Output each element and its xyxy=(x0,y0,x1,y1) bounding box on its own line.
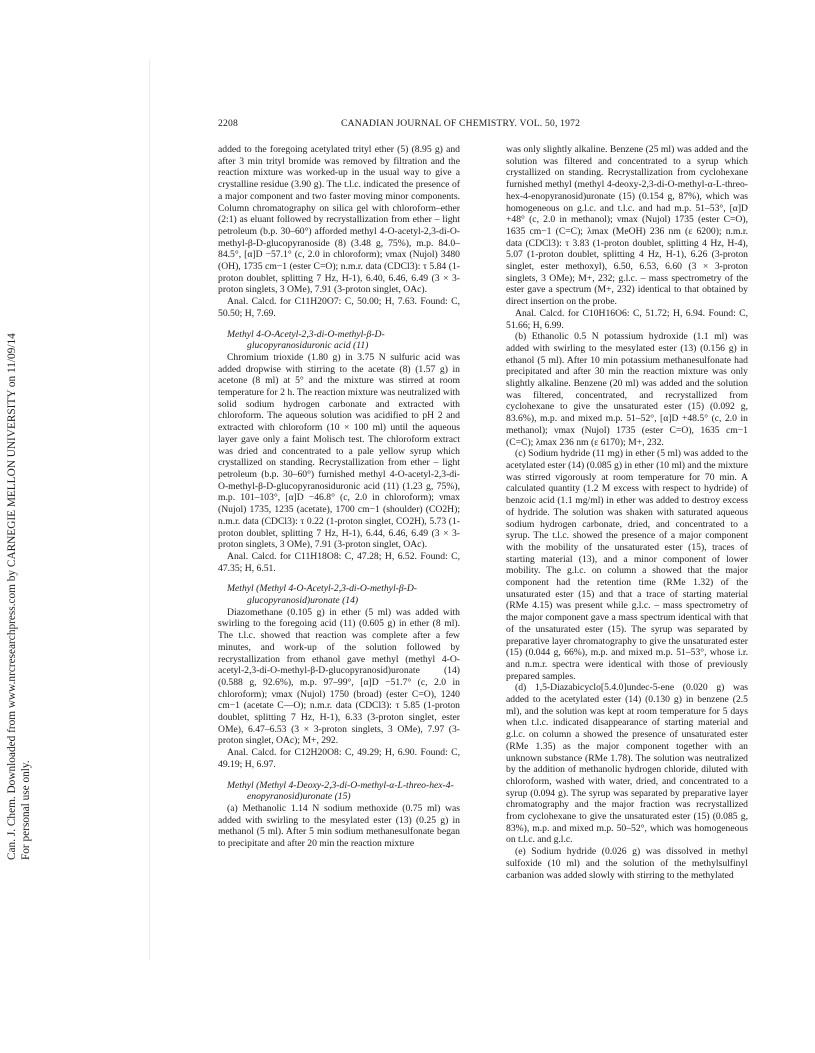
section-heading: Methyl (Methyl 4-Deoxy-2,3-di-O-methyl-α-L-threo-hex-4- enopyranosid)uronate (15) xyxy=(227,779,454,803)
analysis-paragraph: Anal. Calcd. for C11H20O7: C, 50.00; H, 7.63. Found: C, 50.50; H, 7.69. xyxy=(218,296,460,319)
analysis-paragraph: Anal. Calcd. for C11H18O8: C, 47.28; H, 6.52. Found: C, 47.35; H, 6.51. xyxy=(218,550,460,574)
personal-use-notice: For personal use only. xyxy=(20,760,32,860)
right-column xyxy=(506,144,748,881)
download-notice: Can. J. Chem. Downloaded from www.nrcresearchpress.com by CARNEGIE MELLON UNIVERSITY on 11/09/14 xyxy=(6,333,18,860)
section-heading: Methyl 4-O-Acetyl-2,3-di-O-methyl-β-D- glucopyranosiduronic acid (11) xyxy=(227,328,385,352)
analysis-paragraph: Anal. Calcd. for C10H16O6: C, 51.72; H, 6.94. Found: C, 51.66; H, 6.99. xyxy=(506,307,748,331)
paragraph: (e) Sodium hydride (0.026 g) was dissolved in methyl sulfoxide (10 ml) and the solution of the methylsulfinyl carbanion was added slowly with stirring to the methylated xyxy=(506,846,748,881)
paragraph: added to the foregoing acetylated trityl ether (5) (8.95 g) and after 3 min trityl bromide was removed by filtration and the reaction mixture was worked-up in the usual way to give a crystalline residue (3.90 g). The t.l.c. indicated the presence of a major component and two faster moving minor components. Column chromatography on silica gel with chloroform–ether (2:1) as eluant followed by recrystallization from ether – light petroleum (b.p. 30–60°) afforded methyl 4-O-acetyl-2,3-di-O-methyl-β-D-glucopyranoside (8) (3.48 g, 75%), m.p. 84.0–84.5°, [α]D −57.1° (c, 2.0 in chloroform); νmax (Nujol) 3480 (OH), 1735 cm−1 (ester C=O); n.m.r. data (CDCl3): τ 5.84 (1-proton doublet, splitting 7 Hz, H-1), 6.40, 6.46, 6.49 (3 × 3-proton singlets, 3 OMe), 7.91 (3-proton singlet, OAc). xyxy=(218,144,460,296)
journal-title: CANADIAN JOURNAL OF CHEMISTRY. VOL. 50, 1972 xyxy=(341,118,581,129)
paragraph: (c) Sodium hydride (11 mg) in ether (5 ml) was added to the acetylated ester (14) (0.085 g) in ether (10 ml) and the mixture was stirred vigorously at room temperature for 70 min. A calculated quantity (1.2 M excess with respect to hydride) of benzoic acid (1.1 mg/ml) in ether was added to destroy excess of hydride. The solution was shaken with saturated aqueous sodium hydrogen carbonate, dried, and concentrated to a syrup. The t.l.c. showed the presence of a major component with the mobility of the unsaturated ester (15), traces of starting material (13), and a minor component of lower mobility. The g.l.c. on column a showed that the major component had the retention time (RMe 1.32) of the unsaturated ester (15) and that a trace of starting material (RMe 4.15) was present while g.l.c. – mass spectrometry of the major component gave a mass spectrum identical with that of the unsaturated ester (15). The syrup was separated by preparative layer chromatography to give the unsaturated ester (15) (0.044 g, 66%), m.p. and mixed m.p. 51–53°, whose i.r. and n.m.r. spectra were identical with those of previously prepared samples. xyxy=(506,448,748,682)
download-watermark xyxy=(2,220,48,860)
paragraph: Chromium trioxide (1.80 g) in 3.75 N sulfuric acid was added dropwise with stirring to the acetate (8) (1.57 g) in acetone (8 ml) at 5° and the mixture was stirred at room temperature for 2 h. The reaction mixture was neutralized with solid sodium hydrogen carbonate and extracted with chloroform. The aqueous solution was acidified to pH 2 and extracted with chloroform (10 × 100 ml) until the aqueous layer gave only a faint Molisch test. The chloroform extract was dried and concentrated to a pale yellow syrup which crystallized on standing. Recrystallization from ether – light petroleum (b.p. 30–60°) furnished methyl 4-O-acetyl-2,3-di-O-methyl-β-D-glucopyranosiduronic acid (11) (1.23 g, 75%), m.p. 101–103°, [α]D −46.8° (c, 2.0 in chloroform); νmax (Nujol) 1735, 1235 (acetate), 1700 cm−1 (shoulder) (CO2H); n.m.r. data (CDCl3): τ 0.22 (1-proton singlet, CO2H), 5.73 (1-proton doublet, splitting 7 Hz, H-1), 6.44, 6.46, 6.49 (3 × 3-proton singlets, 3 OMe), 7.91 (3-proton singlet, OAc). xyxy=(218,351,460,551)
paragraph: (b) Ethanolic 0.5 N potassium hydroxide (1.1 ml) was added with swirling to the mesylated ester (13) (0.156 g) in ethanol (5 ml). After 10 min potassium methanesulfonate had precipitated and after 30 min the reaction mixture was only slightly alkaline. Benzene (20 ml) was added and the solution was filtered, concentrated, and recrystallized from cyclohexane to give the unsaturated ester (15) (0.092 g, 83.6%), m.p. and mixed m.p. 51–52°, [α]D +48.5° (c, 2.0 in methanol); νmax (Nujol) 1735 (ester C=O), 1635 cm−1 (C=C); λmax 236 nm (ε 6170); M+, 232. xyxy=(506,331,748,448)
paragraph: (a) Methanolic 1.14 N sodium methoxide (0.75 ml) was added with swirling to the mesylated ester (13) (0.25 g) in methanol (5 ml). After 5 min sodium methanesulfonate began to precipitate and after 20 min the reaction mixture xyxy=(218,802,460,850)
analysis-paragraph: Anal. Calcd. for C12H20O8: C, 49.29; H, 6.90. Found: C, 49.19; H, 6.97. xyxy=(218,747,460,770)
margin-rule xyxy=(149,60,150,960)
page-number: 2208 xyxy=(218,118,238,129)
paragraph: was only slightly alkaline. Benzene (25 ml) was added and the solution was filtered and concentrated to a syrup which crystallized on standing. Recrystallization from cyclohexane furnished methyl (methyl 4-deoxy-2,3-di-O-methyl-α-L-threo-hex-4-enopyranosid)uronate (15) (0.154 g, 87%), which was homogeneous on g.l.c. and t.l.c. and had m.p. 51–53°, [α]D +48° (c, 2.0 in methanol); νmax (Nujol) 1735 (ester C=O), 1635 cm−1 (C=C); λmax (MeOH) 236 nm (ε 6200); n.m.r. data (CDCl3): τ 3.83 (1-proton doublet, splitting 4 Hz, H-4), 5.07 (1-proton doublet, splitting 4 Hz, H-1), 6.26 (3-proton singlet, ester methoxyl), 6.50, 6.53, 6.60 (3 × 3-proton singlets, 3 OMe); M+, 232; g.l.c. – mass spectrometry of the ester gave a spectrum (M+, 232) identical to that obtained by direct insertion on the probe. xyxy=(506,144,748,308)
paragraph: Diazomethane (0.105 g) in ether (5 ml) was added with swirling to the foregoing acid (11) (0.605 g) in ether (8 ml). The t.l.c. showed that reaction was complete after a few minutes, and work-up of the solution followed by recrystallization from ethanol gave methyl (methyl 4-O-acetyl-2,3-di-O-methyl-β-D-glucopyranosid)uronate (14) (0.588 g, 92.6%), m.p. 97–99°, [α]D −51.7° (c, 2.0 in chloroform); νmax (Nujol) 1750 (broad) (ester C=O), 1240 cm−1 (acetate C—O); n.m.r. data (CDCl3): τ 5.85 (1-proton doublet, splitting 7 Hz, H-1), 6.33 (3-proton singlet, ester OMe), 6.47–6.53 (3 × 3-proton singlets, 3 OMe), 7.97 (3-proton singlet, OAc); M+, 292. xyxy=(218,606,460,747)
section-heading: Methyl (Methyl 4-O-Acetyl-2,3-di-O-methyl-β-D- glucopyranosid)uronate (14) xyxy=(227,583,417,607)
left-column xyxy=(218,144,460,850)
paragraph: (d) 1,5-Diazabicyclo[5.4.0]undec-5-ene (0.020 g) was added to the acetylated ester (14) (0.130 g) in benzene (2.5 ml), and the solution was kept at room temperature for 5 days when t.l.c. indicated disappearance of starting material and g.l.c. on column a showed the presence of unsaturated ester (RMe 1.35) as the major component together with an unknown substance (RMe 1.78). The solution was neutralized by the addition of methanolic hydrogen chloride, diluted with chloroform, washed with water, dried, and concentrated to a syrup (0.094 g). The syrup was separated by preparative layer chromatography and the major fraction was recrystallized from cyclohexane to give the unsaturated ester (15) (0.085 g, 83%), m.p. and mixed m.p. 50–52°, which was homogeneous on t.l.c. and g.l.c. xyxy=(506,682,748,846)
running-header xyxy=(218,118,728,132)
